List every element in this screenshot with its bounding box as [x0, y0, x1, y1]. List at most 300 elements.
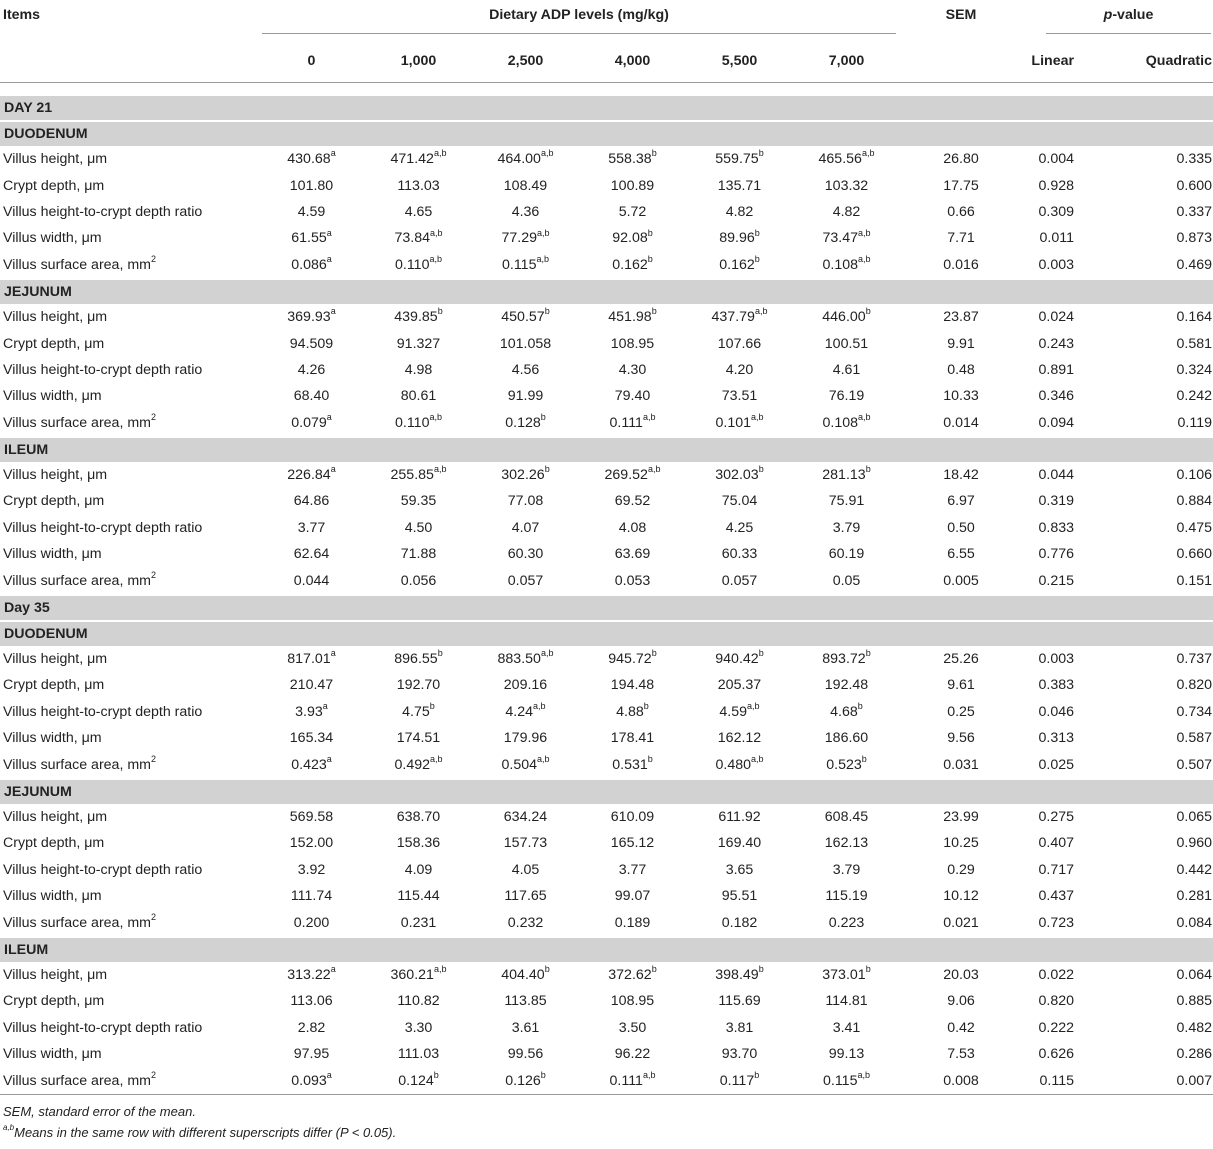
value-cell: [579, 962, 686, 988]
mean-value: 4.56: [511, 361, 540, 378]
row-label-text: Villus height, μm: [3, 151, 108, 168]
mean-value: 68.40: [293, 388, 330, 405]
mean-value: 0.05: [832, 572, 861, 589]
quadratic-p-cell: 0.660: [1176, 546, 1212, 563]
value-cell: [793, 146, 900, 172]
table-row: [0, 515, 1213, 541]
table-row: [0, 857, 1213, 883]
mean-value: 4.68: [830, 703, 858, 720]
value-cell: [258, 751, 365, 778]
value-cell: [472, 988, 579, 1014]
value-cell: [258, 383, 365, 409]
items-header-blank: [0, 40, 258, 83]
row-label-text: Villus surface area, mm: [3, 572, 151, 589]
significance-superscript: a,b: [858, 411, 871, 422]
quadratic-p-cell: 0.600: [1176, 177, 1212, 194]
mean-value: 79.40: [614, 388, 651, 405]
value-cell: [472, 699, 579, 725]
value-cell: [472, 883, 579, 909]
significance-superscript: b: [437, 648, 443, 659]
row-label: [0, 330, 258, 356]
mean-value: 169.40: [717, 835, 762, 852]
table-row: [0, 1067, 1213, 1094]
significance-superscript: a,b: [433, 464, 447, 475]
unit-superscript: 2: [150, 753, 156, 764]
value-cell: [365, 410, 472, 437]
mean-value: 3.79: [832, 519, 861, 536]
sem-cell: 10.25: [943, 835, 979, 852]
mean-value: 93.70: [721, 1046, 758, 1063]
mean-value: 192.70: [396, 677, 441, 694]
sem-cell: 0.021: [943, 914, 979, 931]
value-cell: [579, 988, 686, 1014]
mean-value: 103.32: [824, 177, 869, 194]
linear-p-cell: 0.820: [1038, 993, 1074, 1010]
significance-superscript: a,b: [642, 1069, 656, 1080]
mean-value: 75.04: [721, 493, 758, 510]
significance-superscript: b: [651, 306, 657, 317]
value-cell: [793, 488, 900, 514]
significance-superscript: b: [643, 701, 649, 712]
mean-value: 817.01: [287, 651, 331, 668]
mean-value: 465.56: [818, 151, 862, 168]
mean-value: 0.182: [721, 914, 758, 931]
table-row: [0, 672, 1213, 698]
significance-superscript: a: [330, 148, 336, 159]
sem-cell: 9.06: [947, 993, 975, 1010]
linear-p-cell: 0.024: [1038, 309, 1074, 326]
row-label-text: Villus height-to-crypt depth ratio: [3, 361, 203, 378]
row-label: [0, 1015, 258, 1041]
row-label-text: Villus width, μm: [3, 546, 102, 563]
value-cell: [793, 567, 900, 594]
value-cell: [579, 199, 686, 225]
row-label-text: Villus surface area, mm: [3, 1072, 151, 1089]
level-header: 2,500: [507, 53, 544, 69]
value-cell: [579, 225, 686, 251]
sem-cell: 6.55: [947, 546, 975, 563]
mean-value: 0.044: [293, 572, 330, 589]
row-label-text: Villus surface area, mm: [3, 256, 151, 273]
mean-value: 111.03: [397, 1046, 440, 1063]
mean-value: 0.110: [395, 256, 430, 273]
value-cell: [793, 1067, 900, 1094]
value-cell: [365, 541, 472, 567]
row-label-text: Villus height, μm: [3, 651, 108, 668]
mean-value: 114.81: [825, 993, 868, 1010]
table-row: [0, 199, 1213, 225]
significance-superscript: b: [651, 148, 657, 159]
table-row: [0, 1015, 1213, 1041]
value-cell: [472, 199, 579, 225]
mean-value: 101.058: [499, 335, 552, 352]
quadratic-p-cell: 0.335: [1176, 151, 1212, 168]
value-cell: [686, 199, 793, 225]
value-cell: [258, 699, 365, 725]
significance-superscript: b: [865, 964, 871, 975]
row-label-text: Crypt depth, μm: [3, 993, 105, 1010]
linear-p-cell: 0.776: [1038, 546, 1074, 563]
mean-value: 559.75: [715, 151, 759, 168]
value-cell: [579, 1015, 686, 1041]
linear-p-cell: 0.115: [1039, 1072, 1074, 1089]
significance-superscript: b: [758, 648, 764, 659]
significance-superscript: a,b: [537, 227, 550, 238]
row-label: [0, 962, 258, 988]
mean-value: 4.05: [511, 861, 540, 878]
mean-value: 0.079: [291, 414, 327, 431]
value-cell: [472, 462, 579, 488]
mean-value: 471.42: [390, 151, 434, 168]
mean-value: 5.72: [618, 203, 647, 220]
mean-value: 0.492: [394, 756, 430, 773]
value-cell: [365, 252, 472, 279]
linear-p-cell: 0.891: [1038, 361, 1074, 378]
significance-superscript: a,b: [429, 254, 442, 265]
quadratic-p-cell: 0.242: [1176, 388, 1212, 405]
table-row: [0, 751, 1213, 778]
mean-value: 3.79: [832, 861, 861, 878]
value-cell: [793, 1015, 900, 1041]
quadratic-p-cell: 0.065: [1176, 809, 1212, 825]
mean-value: 75.91: [828, 493, 865, 510]
value-cell: [793, 330, 900, 356]
row-label: [0, 646, 258, 672]
mean-value: 2.82: [297, 1019, 326, 1036]
significance-superscript: a,b: [647, 464, 661, 475]
value-cell: [793, 357, 900, 383]
row-label-text: Crypt depth, μm: [3, 493, 105, 510]
mean-value: 80.61: [400, 388, 437, 405]
value-cell: [472, 172, 579, 198]
table-body: [0, 95, 1213, 1094]
value-cell: [579, 646, 686, 672]
value-cell: [686, 672, 793, 698]
mean-value: 0.124: [398, 1072, 434, 1089]
mean-value: 101.80: [289, 177, 334, 194]
mean-value: 439.85: [394, 309, 438, 326]
mean-value: 255.85: [390, 467, 434, 484]
mean-value: 96.22: [614, 1046, 651, 1063]
linear-p-cell: 0.025: [1038, 756, 1074, 773]
mean-value: 0.223: [828, 914, 865, 931]
mean-value: 3.41: [832, 1019, 861, 1036]
header-row-2: [0, 40, 1213, 83]
sem-header-blank: [900, 40, 1022, 83]
mean-value: 0.093: [291, 1072, 327, 1089]
value-cell: [258, 172, 365, 198]
sem-cell: 7.53: [947, 1046, 975, 1063]
value-cell: [258, 857, 365, 883]
value-cell: [258, 225, 365, 251]
sem-cell: 9.91: [947, 335, 975, 352]
table-row: [0, 567, 1213, 594]
row-label: [0, 541, 258, 567]
row-label: [0, 383, 258, 409]
table-row: [0, 252, 1213, 279]
significance-superscript: a,b: [537, 753, 550, 764]
table-row: [0, 488, 1213, 514]
sem-cell: 10.33: [943, 388, 979, 405]
value-cell: [579, 699, 686, 725]
value-cell: [579, 830, 686, 856]
mean-value: 4.61: [832, 361, 861, 378]
value-cell: [472, 646, 579, 672]
segment-label: ILEUM: [0, 937, 1213, 962]
significance-superscript: a: [326, 254, 332, 265]
linear-p-cell: 0.275: [1038, 809, 1074, 825]
mean-value: 158.36: [396, 835, 441, 852]
value-cell: [365, 909, 472, 936]
segment-label: JEJUNUM: [0, 779, 1213, 804]
value-cell: [686, 699, 793, 725]
value-cell: [472, 146, 579, 172]
mean-value: 99.56: [507, 1046, 544, 1063]
mean-value: 157.73: [503, 835, 548, 852]
table-row: [0, 804, 1213, 830]
mean-value: 638.70: [396, 809, 441, 825]
value-cell: [686, 909, 793, 936]
sem-header: SEM: [945, 7, 977, 23]
significance-superscript: a,b: [433, 148, 447, 159]
quadratic-p-cell: 0.820: [1176, 677, 1212, 694]
value-cell: [365, 383, 472, 409]
significance-superscript: b: [857, 701, 863, 712]
value-cell: [579, 567, 686, 594]
quadratic-p-cell: 0.734: [1176, 703, 1212, 720]
day-section-row: [0, 95, 1213, 121]
mean-value: 4.25: [725, 519, 754, 536]
mean-value: 634.24: [503, 809, 548, 825]
value-cell: [258, 1041, 365, 1067]
value-cell: [793, 830, 900, 856]
significance-superscript: a,b: [540, 648, 554, 659]
quadratic-p-cell: 0.084: [1176, 914, 1212, 931]
linear-p-cell: 0.004: [1038, 151, 1074, 168]
significance-superscript: b: [758, 464, 764, 475]
sem-cell: 23.87: [943, 309, 979, 326]
value-cell: [579, 751, 686, 778]
mean-value: 0.126: [505, 1072, 541, 1089]
table-row: [0, 1041, 1213, 1067]
mean-value: 165.34: [289, 730, 334, 747]
significance-superscript: b: [544, 964, 550, 975]
mean-value: 0.111: [609, 414, 643, 431]
quadratic-p-cell: 0.119: [1177, 414, 1212, 431]
mean-value: 0.231: [400, 914, 437, 931]
mean-value: 0.232: [507, 914, 544, 931]
quadratic-p-cell: 0.587: [1176, 730, 1212, 747]
value-cell: [686, 357, 793, 383]
sem-cell: 0.014: [943, 414, 979, 431]
segment-section-row: [0, 437, 1213, 462]
mean-value: 404.40: [501, 966, 545, 983]
mean-value: 73.84: [394, 230, 430, 247]
linear-p-cell: 0.003: [1038, 256, 1074, 273]
value-cell: [686, 1067, 793, 1094]
mean-value: 192.48: [824, 677, 869, 694]
value-cell: [793, 462, 900, 488]
sem-cell: 26.80: [943, 151, 979, 168]
row-label-text: Villus height, μm: [3, 809, 108, 825]
value-cell: [258, 146, 365, 172]
mean-value: 179.96: [503, 730, 548, 747]
significance-superscript: a,b: [858, 227, 871, 238]
value-cell: [579, 488, 686, 514]
quadratic-p-cell: 0.960: [1176, 835, 1212, 852]
value-cell: [793, 515, 900, 541]
significance-superscript: a,b: [642, 411, 656, 422]
quadratic-p-cell: 0.324: [1176, 361, 1212, 378]
value-cell: [686, 857, 793, 883]
value-cell: [472, 804, 579, 830]
value-cell: [579, 146, 686, 172]
value-cell: [258, 541, 365, 567]
mean-value: 4.36: [511, 203, 540, 220]
mean-value: 94.509: [289, 335, 334, 352]
segment-section-row: [0, 621, 1213, 646]
value-cell: [686, 515, 793, 541]
segment-section-row: [0, 121, 1213, 146]
quadratic-p-cell: 0.442: [1176, 861, 1212, 878]
mean-value: 0.101: [715, 414, 751, 431]
value-cell: [258, 962, 365, 988]
mean-value: 113.03: [397, 177, 440, 194]
day-label: DAY 21: [0, 95, 1213, 121]
mean-value: 269.52: [604, 467, 648, 484]
sem-cell: 0.008: [943, 1072, 979, 1089]
mean-value: 60.30: [507, 546, 544, 563]
value-cell: [793, 804, 900, 830]
mean-value: 4.65: [404, 203, 433, 220]
segment-label: ILEUM: [0, 437, 1213, 462]
mean-value: 108.95: [610, 993, 655, 1010]
value-cell: [472, 252, 579, 279]
mean-value: 3.50: [618, 1019, 647, 1036]
mean-value: 4.07: [511, 519, 540, 536]
table-row: [0, 357, 1213, 383]
row-label-text: Villus height, μm: [3, 467, 108, 484]
row-label: [0, 252, 258, 279]
value-cell: [793, 962, 900, 988]
mean-value: 0.504: [501, 756, 537, 773]
row-label-text: Villus height, μm: [3, 309, 108, 326]
value-cell: [579, 883, 686, 909]
value-cell: [579, 383, 686, 409]
segment-label: DUODENUM: [0, 121, 1213, 146]
linear-header: Linear: [1031, 53, 1074, 69]
row-label: [0, 357, 258, 383]
sem-cell: 20.03: [943, 966, 979, 983]
dietary-levels-header: Dietary ADP levels (mg/kg): [258, 6, 900, 40]
value-cell: [365, 515, 472, 541]
value-cell: [579, 515, 686, 541]
value-cell: [365, 1015, 472, 1041]
value-cell: [258, 909, 365, 936]
sem-cell: 7.71: [947, 230, 975, 247]
mean-value: 4.82: [832, 203, 861, 220]
mean-value: 4.98: [404, 361, 433, 378]
mean-value: 226.84: [287, 467, 331, 484]
quadratic-header: Quadratic: [1145, 53, 1212, 69]
linear-p-cell: 0.011: [1039, 230, 1074, 247]
value-cell: [258, 462, 365, 488]
quadratic-p-cell: 0.164: [1176, 309, 1212, 326]
value-cell: [793, 541, 900, 567]
quadratic-p-cell: 0.007: [1176, 1072, 1212, 1089]
row-label: [0, 488, 258, 514]
mean-value: 302.26: [501, 467, 545, 484]
linear-p-cell: 0.003: [1038, 651, 1074, 668]
mean-value: 76.19: [828, 388, 865, 405]
value-cell: [365, 672, 472, 698]
significance-superscript: a,b: [857, 1069, 870, 1080]
significance-superscript: a: [326, 227, 332, 238]
mean-value: 0.162: [612, 256, 648, 273]
row-label: [0, 751, 258, 778]
value-cell: [579, 357, 686, 383]
sem-cell: 0.016: [943, 256, 979, 273]
level-header: 5,500: [721, 53, 758, 69]
row-label-text: Villus width, μm: [3, 730, 102, 747]
significance-superscript: a: [330, 306, 336, 317]
row-label-text: Villus surface area, mm: [3, 756, 151, 773]
linear-p-cell: 0.383: [1038, 677, 1074, 694]
mean-value: 281.13: [822, 467, 866, 484]
value-cell: [793, 252, 900, 279]
sem-cell: 0.25: [947, 703, 975, 720]
mean-value: 0.053: [614, 572, 651, 589]
mean-value: 4.88: [616, 703, 644, 720]
mean-value: 4.24: [505, 703, 534, 720]
linear-p-cell: 0.222: [1038, 1019, 1074, 1036]
row-label: [0, 567, 258, 594]
significance-superscript: b: [754, 1069, 760, 1080]
mean-value: 100.89: [610, 177, 655, 194]
significance-superscript: a: [326, 1069, 332, 1080]
row-label-text: Villus height-to-crypt depth ratio: [3, 519, 203, 536]
level-header: 4,000: [614, 53, 651, 69]
row-label: [0, 1041, 258, 1067]
mean-value: 4.50: [404, 519, 433, 536]
p-value-header: p-value: [1022, 6, 1213, 40]
mean-value: 99.13: [828, 1046, 865, 1063]
sem-cell: 0.42: [947, 1019, 975, 1036]
value-cell: [793, 699, 900, 725]
table-row: [0, 225, 1213, 251]
value-cell: [472, 488, 579, 514]
value-cell: [686, 883, 793, 909]
mean-value: 162.12: [717, 730, 762, 747]
value-cell: [365, 988, 472, 1014]
quadratic-p-cell: 0.884: [1176, 493, 1212, 510]
mean-value: 97.95: [293, 1046, 330, 1063]
mean-value: 446.00: [822, 309, 866, 326]
mean-value: 450.57: [501, 309, 545, 326]
value-cell: [579, 462, 686, 488]
mean-value: 186.60: [824, 730, 869, 747]
value-cell: [686, 225, 793, 251]
sem-cell: 9.56: [947, 730, 975, 747]
segment-section-row: [0, 779, 1213, 804]
value-cell: [365, 646, 472, 672]
significance-superscript: a,b: [433, 964, 447, 975]
sem-cell: 0.48: [947, 361, 975, 378]
mean-value: 0.531: [612, 756, 648, 773]
table-row: [0, 330, 1213, 356]
value-cell: [686, 1015, 793, 1041]
mean-value: 4.82: [725, 203, 754, 220]
